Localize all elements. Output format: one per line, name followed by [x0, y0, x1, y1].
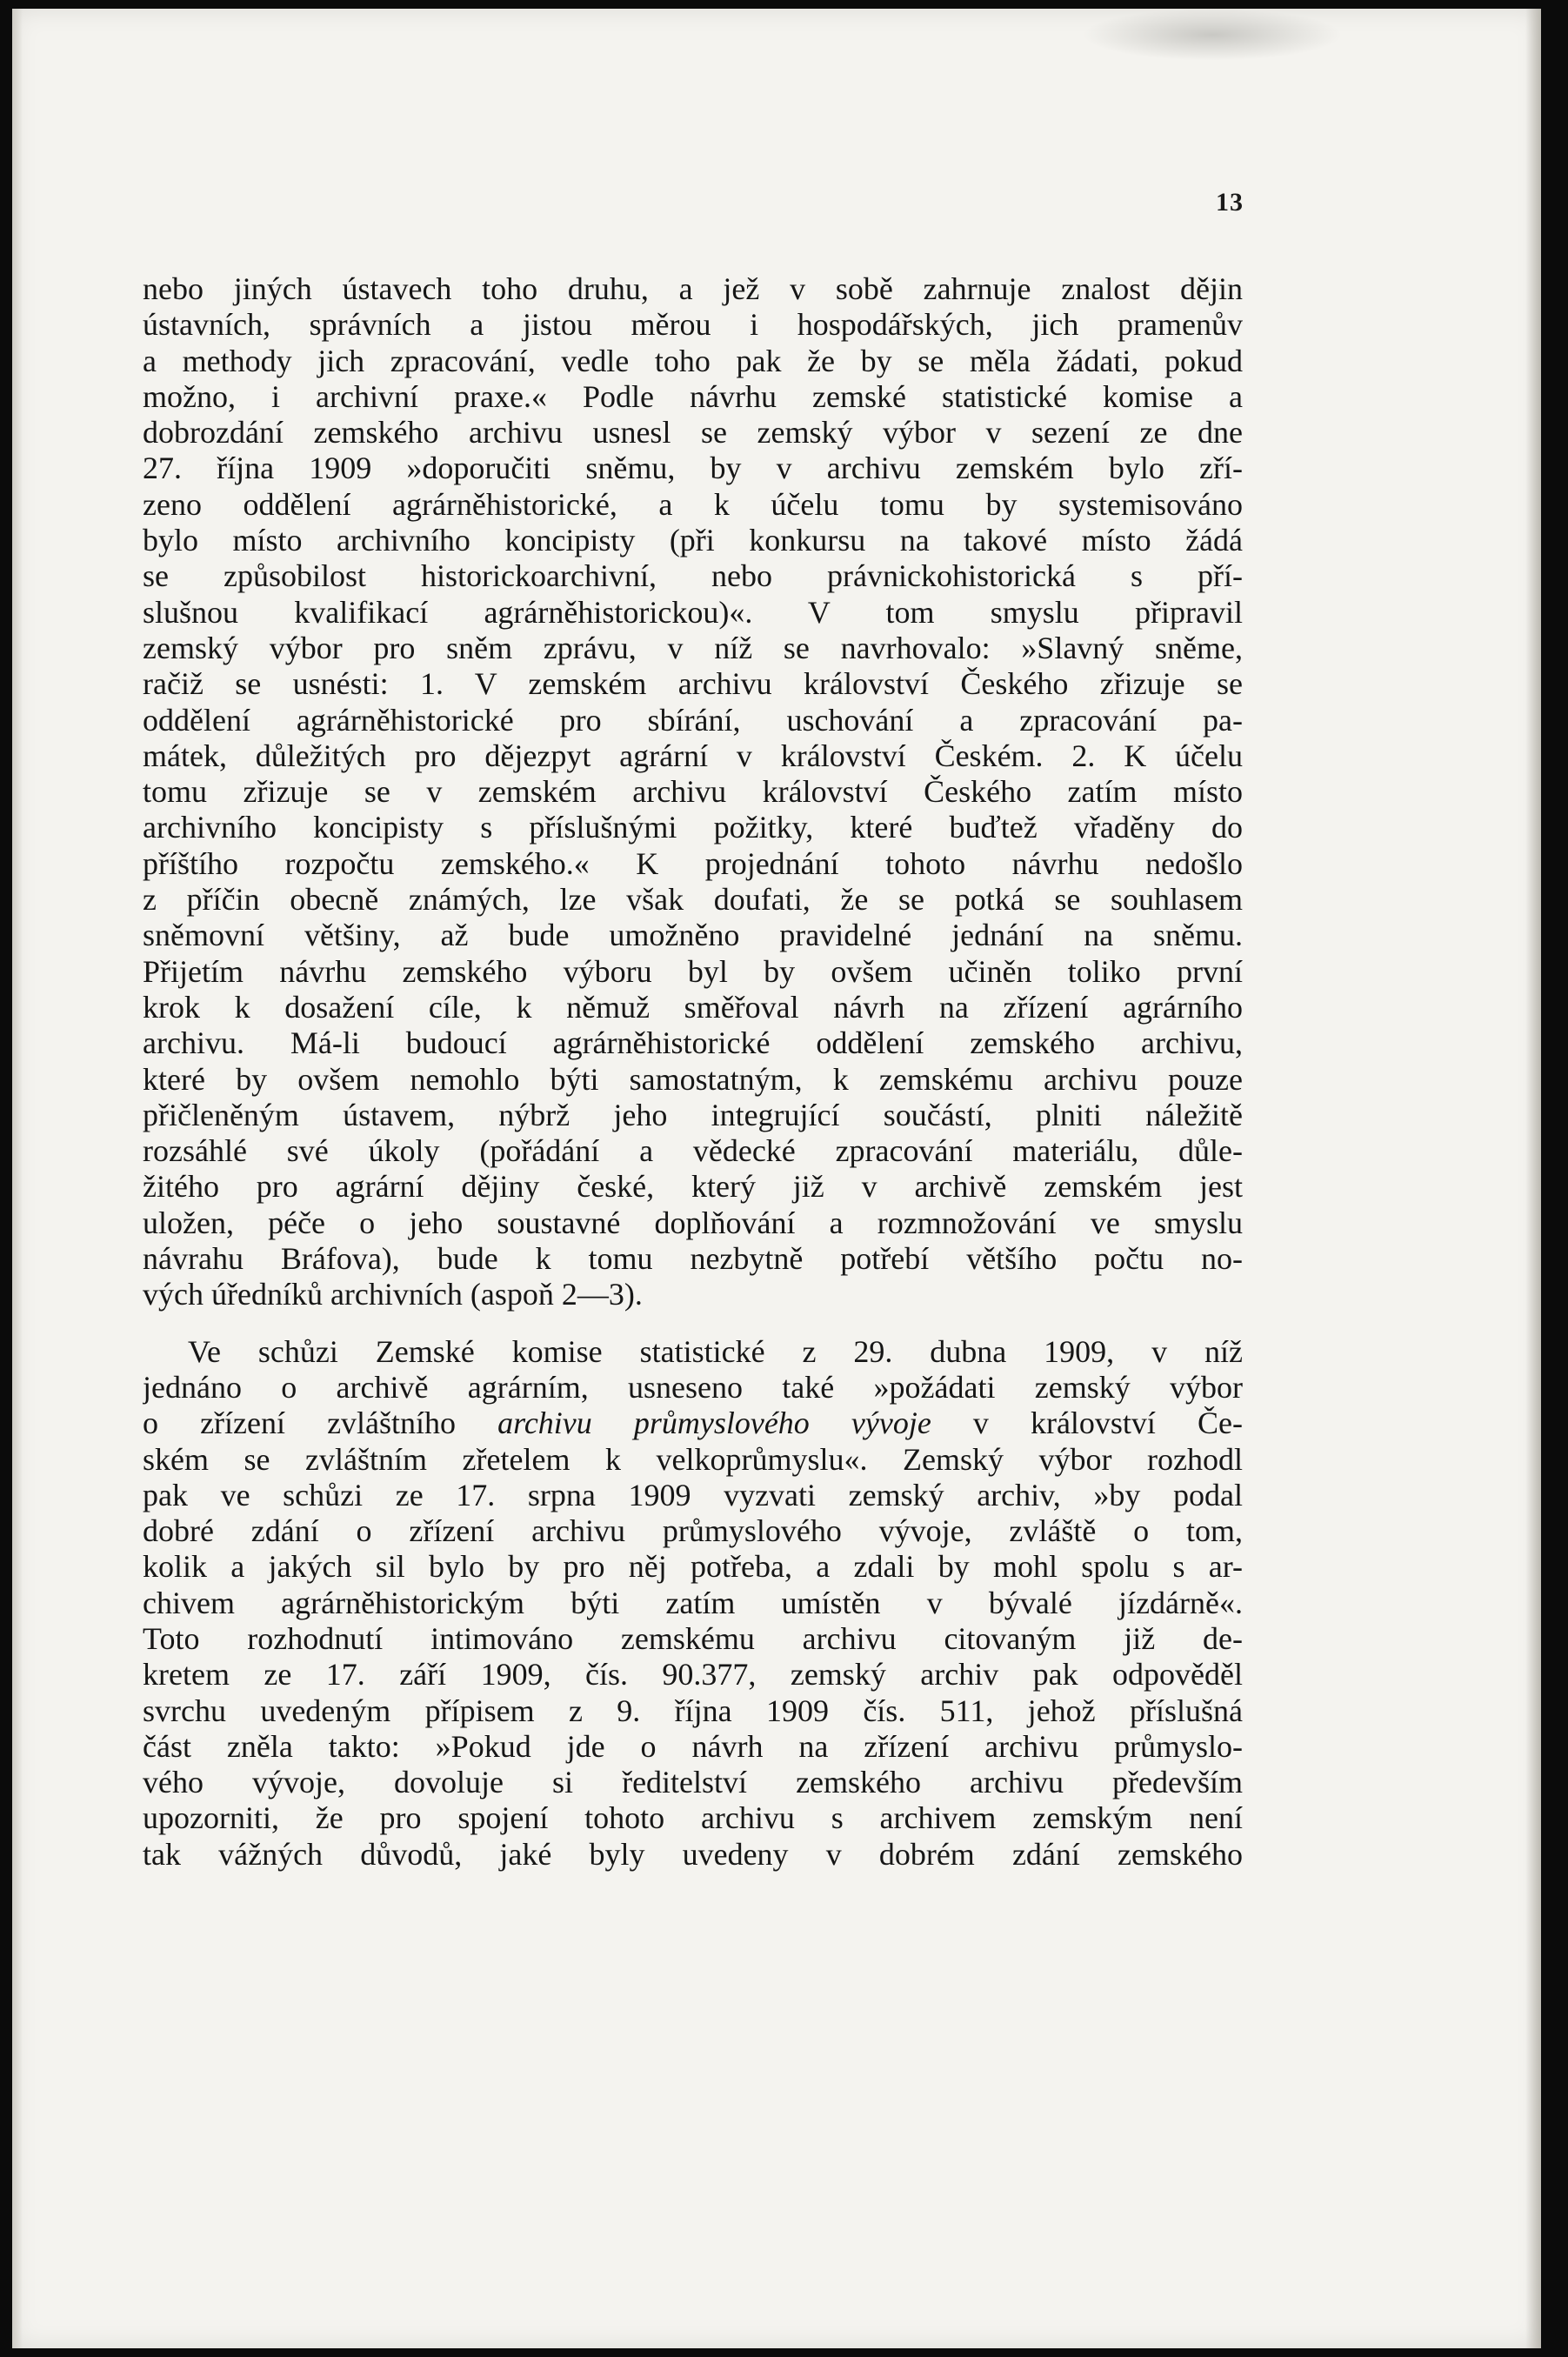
text-line: oddělení agrárněhistorické pro sbírání, uschování a zpracování pa-: [143, 702, 1243, 738]
text-line: uložen, péče o jeho soustavné doplňování a rozmnožování ve smyslu: [143, 1205, 1243, 1240]
text-line: ústavních, správních a jistou měrou i hospodářských, jich pramenův: [143, 307, 1243, 343]
scan-smudge: [1082, 9, 1343, 61]
text-line: archivu. Má-li budoucí agrárněhistorické oddělení zemského archivu,: [143, 1025, 1243, 1061]
text-line: část zněla takto: »Pokud jde o návrh na zřízení archivu průmyslo-: [143, 1728, 1243, 1764]
text-line: ském se zvláštním zřetelem k velkoprůmyslu«. Zemský výbor rozhodl: [143, 1441, 1243, 1477]
text-line: Přijetím návrhu zemského výboru byl by ovšem učiněn toliko první: [143, 953, 1243, 989]
text-line: kretem ze 17. září 1909, čís. 90.377, zemský archiv pak odpověděl: [143, 1657, 1243, 1693]
text-line: chivem agrárněhistorickým býti zatím umístěn v bývalé jízdárně«.: [143, 1585, 1243, 1620]
text-line: z příčin obecně známých, lze však doufati, že se potká se souhlasem: [143, 882, 1243, 918]
text-line: krok k dosažení cíle, k němuž směřoval návrh na zřízení agrárního: [143, 989, 1243, 1025]
text-line: račiž se usnésti: 1. V zemském archivu království Českého zřizuje se: [143, 666, 1243, 702]
text-line: možno, i archivní praxe.« Podle návrhu zemské statistické komise a: [143, 378, 1243, 414]
text-line: mátek, důležitých pro dějezpyt agrární v království Českém. 2. K účelu: [143, 738, 1243, 773]
text-line: archivního koncipisty s příslušnými požitky, které buďtež vřaděny do: [143, 810, 1243, 845]
text-line: příštího rozpočtu zemského.« K projednání tohoto návrhu nedošlo: [143, 845, 1243, 881]
text-run: o zřízení zvláštního: [143, 1406, 498, 1441]
page-number: 13: [1216, 188, 1244, 217]
text-line: přičleněným ústavem, nýbrž jeho integrující součástí, plniti náležitě: [143, 1097, 1243, 1132]
text-line: bylo místo archivního koncipisty (při konkursu na takové místo žádá: [143, 523, 1243, 558]
paragraph-2: [143, 1334, 1243, 1873]
text-line: sněmovní většiny, až bude umožněno pravidelné jednání na sněmu.: [143, 918, 1243, 953]
text-line: se způsobilost historickoarchivní, nebo právnickohistorická s pří-: [143, 558, 1243, 594]
text-line: tak vážných důvodů, jaké byly uvedeny v dobrém zdání zemského: [143, 1836, 1243, 1872]
document-page: [12, 9, 1541, 2348]
text-line: 27. října 1909 »doporučiti sněmu, by v archivu zemském bylo zří-: [143, 451, 1243, 486]
page-edge-shadow-right: [1525, 9, 1541, 2348]
text-line: zemský výbor pro sněm zprávu, v níž se navrhovalo: »Slavný sněme,: [143, 630, 1243, 665]
text-line: rozsáhlé své úkoly (pořádání a vědecké zpracování materiálu, důle-: [143, 1133, 1243, 1169]
text-line: zeno oddělení agrárněhistorické, a k účelu tomu by systemisováno: [143, 486, 1243, 522]
body-text: [143, 271, 1243, 1873]
page-edge-shadow-left: [12, 9, 23, 2348]
text-line: a methody jich zpracování, vedle toho pak že by se měla žádati, pokud: [143, 343, 1243, 378]
text-line: dobré zdání o zřízení archivu průmyslového vývoje, zvláště o tom,: [143, 1513, 1243, 1549]
text-line: jednáno o archivě agrárním, usneseno také »požádati zemský výbor: [143, 1369, 1243, 1405]
text-line: pak ve schůzi ze 17. srpna 1909 vyzvati zemský archiv, »by podal: [143, 1477, 1243, 1512]
text-line: vého vývoje, dovoluje si ředitelství zemského archivu především: [143, 1765, 1243, 1800]
text-line-with-italic: [143, 1406, 1243, 1441]
text-line: kolik a jakých sil bylo by pro něj potřeba, a zdali by mohl spolu s ar-: [143, 1549, 1243, 1585]
text-line: nebo jiných ústavech toho druhu, a jež v sobě zahrnuje znalost dějin: [143, 271, 1243, 306]
text-line: vých úředníků archivních (aspoň 2—3).: [143, 1277, 643, 1312]
text-line: návrahu Bráfova), bude k tomu nezbytně potřebí většího počtu no-: [143, 1241, 1243, 1277]
text-line: žitého pro agrární dějiny české, který již v archivě zemském jest: [143, 1169, 1243, 1205]
text-line: Toto rozhodnutí intimováno zemskému archivu citovaným již de-: [143, 1620, 1243, 1656]
paragraph-1: [143, 271, 1243, 1313]
text-line: které by ovšem nemohlo býti samostatným, k zemskému archivu pouze: [143, 1061, 1243, 1097]
text-line: tomu zřizuje se v zemském archivu království Českého zatím místo: [143, 774, 1243, 810]
text-line: upozorniti, že pro spojení tohoto archivu s archivem zemským není: [143, 1800, 1243, 1836]
text-run: v království Če-: [931, 1406, 1243, 1441]
text-line: svrchu uvedeným přípisem z 9. října 1909 čís. 511, jehož příslušná: [143, 1693, 1243, 1728]
paragraph-gap: [143, 1313, 1243, 1334]
text-line: dobrozdání zemského archivu usnesl se zemský výbor v sezení ze dne: [143, 415, 1243, 451]
italic-archive-title: archivu průmyslového vývoje: [497, 1406, 931, 1441]
text-line: Ve schůzi Zemské komise statistické z 29. dubna 1909, v níž: [188, 1333, 1243, 1369]
text-line: slušnou kvalifikací agrárněhistorickou)«. V tom smyslu připravil: [143, 594, 1243, 630]
